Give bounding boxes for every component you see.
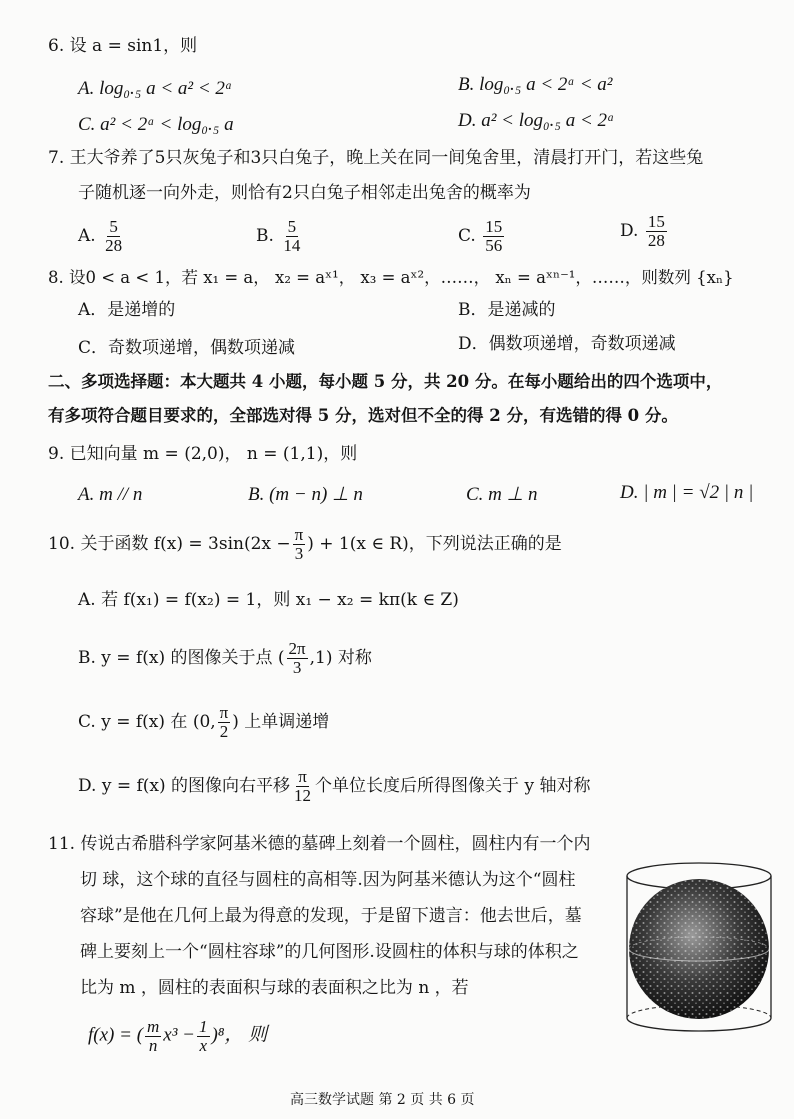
q8-option-b: B．是递减的	[458, 300, 556, 320]
q10-option-c: C. y = f(x) 在 (0, $\frac{\pi}{2}$ ) 上单调递增	[78, 703, 330, 741]
q7-stem-line1: 7. 王大爷养了5只灰兔子和3只白兔子，晚上关在同一间兔舍里，清晨打开门，若这些兔	[48, 148, 704, 168]
q8-option-a: A．是递增的	[78, 300, 176, 320]
q9-stem: 9. 已知向量 m = (2,0)， n = (1,1)，则	[48, 444, 358, 464]
page-footer: 高三数学试题 第 2 页 共 6 页	[290, 1092, 475, 1108]
section2-instructions-line1: 二、多项选择题：本大题共 4 小题，每小题 5 分，共 20 分。在每小题给出的四个选项中，	[48, 372, 723, 391]
q8-stem: 8. 设0 < a < 1，若 x₁ = a， x₂ = aˣ¹， x₃ = aˣ²，……， xₙ = aˣⁿ⁻¹，……，则数列 {xₙ}	[48, 268, 734, 287]
q7-option-c: C. $\frac{15}{56}$	[458, 217, 503, 255]
q9-option-c: C. m ⊥ n	[466, 484, 538, 505]
q10-stem: 10. 关于函数 f(x) = 3sin(2x − $\frac{\pi}{3}$ ) + 1(x ∈ R)，下列说法正确的是	[48, 525, 562, 563]
q10-option-a: A. 若 f(x₁) = f(x₂) = 1，则 x₁ − x₂ = kπ(k ∈ Z)	[78, 590, 459, 610]
cylinder-sphere-illustration	[614, 858, 784, 1038]
cylinder-sphere-figure	[614, 858, 784, 1038]
q11-line1: 11. 传说古希腊科学家阿基米德的墓碑上刻着一个圆柱，圆柱内有一个内	[48, 834, 591, 854]
q8-option-c: C．奇数项递增，偶数项递减	[78, 338, 296, 358]
q6-option-a: A. log₀.₅ a < a² < 2ᵃ	[78, 78, 233, 99]
q9-option-d: D. | m | = √2 | n |	[620, 482, 754, 503]
q11-line4: 碑上要刻上一个“圆柱容球”的几何图形.设圆柱的体积与球的体积之	[80, 942, 579, 962]
q11-formula: f(x) = ( $\frac{m}{n}$ x³ − $\frac{1}{x}$ )⁸， 则	[88, 1017, 268, 1055]
q6-option-d: D. a² < log₀.₅ a < 2ᵃ	[458, 110, 615, 131]
q11-line3: 容球”是他在几何上最为得意的发现，于是留下遗言：他去世后，墓	[80, 906, 582, 926]
q10-option-d: D. y = f(x) 的图像向右平移 $\frac{\pi}{12}$ 个单位长度后所得图像关于 y 轴对称	[78, 767, 591, 805]
q9-option-a: A. m // n	[78, 484, 143, 505]
q6-stem: 6. 设 a = sin1，则	[48, 36, 198, 56]
q7-stem-line2: 子随机逐一向外走，则恰有2只白兔子相邻走出兔舍的概率为	[78, 183, 531, 203]
q10-option-b: B. y = f(x) 的图像关于点 ( $\frac{2\pi}{3}$ ,1) 对称	[78, 639, 372, 677]
q7-option-b: B. $\frac{5}{14}$	[256, 217, 301, 255]
section2-instructions-line2: 有多项符合题目要求的，全部选对得 5 分，选对但不全的得 2 分，有选错的得 0 分。	[48, 406, 678, 425]
q8-option-d: D．偶数项递增，奇数项递减	[458, 334, 676, 354]
q11-line2: 切 球，这个球的直径与圆柱的高相等.因为阿基米德认为这个“圆柱	[80, 870, 576, 890]
q6-option-b: B. log₀.₅ a < 2ᵃ < a²	[458, 74, 613, 95]
q9-option-b: B. (m − n) ⊥ n	[248, 484, 363, 505]
q7-option-a: A. $\frac{5}{28}$	[78, 217, 123, 255]
q7-option-d: D. $\frac{15}{28}$	[620, 212, 665, 250]
q11-line5: 比为 m ，圆柱的表面积与球的表面积之比为 n ，若	[80, 978, 469, 998]
q6-option-c: C. a² < 2ᵃ < log₀.₅ a	[78, 114, 234, 135]
